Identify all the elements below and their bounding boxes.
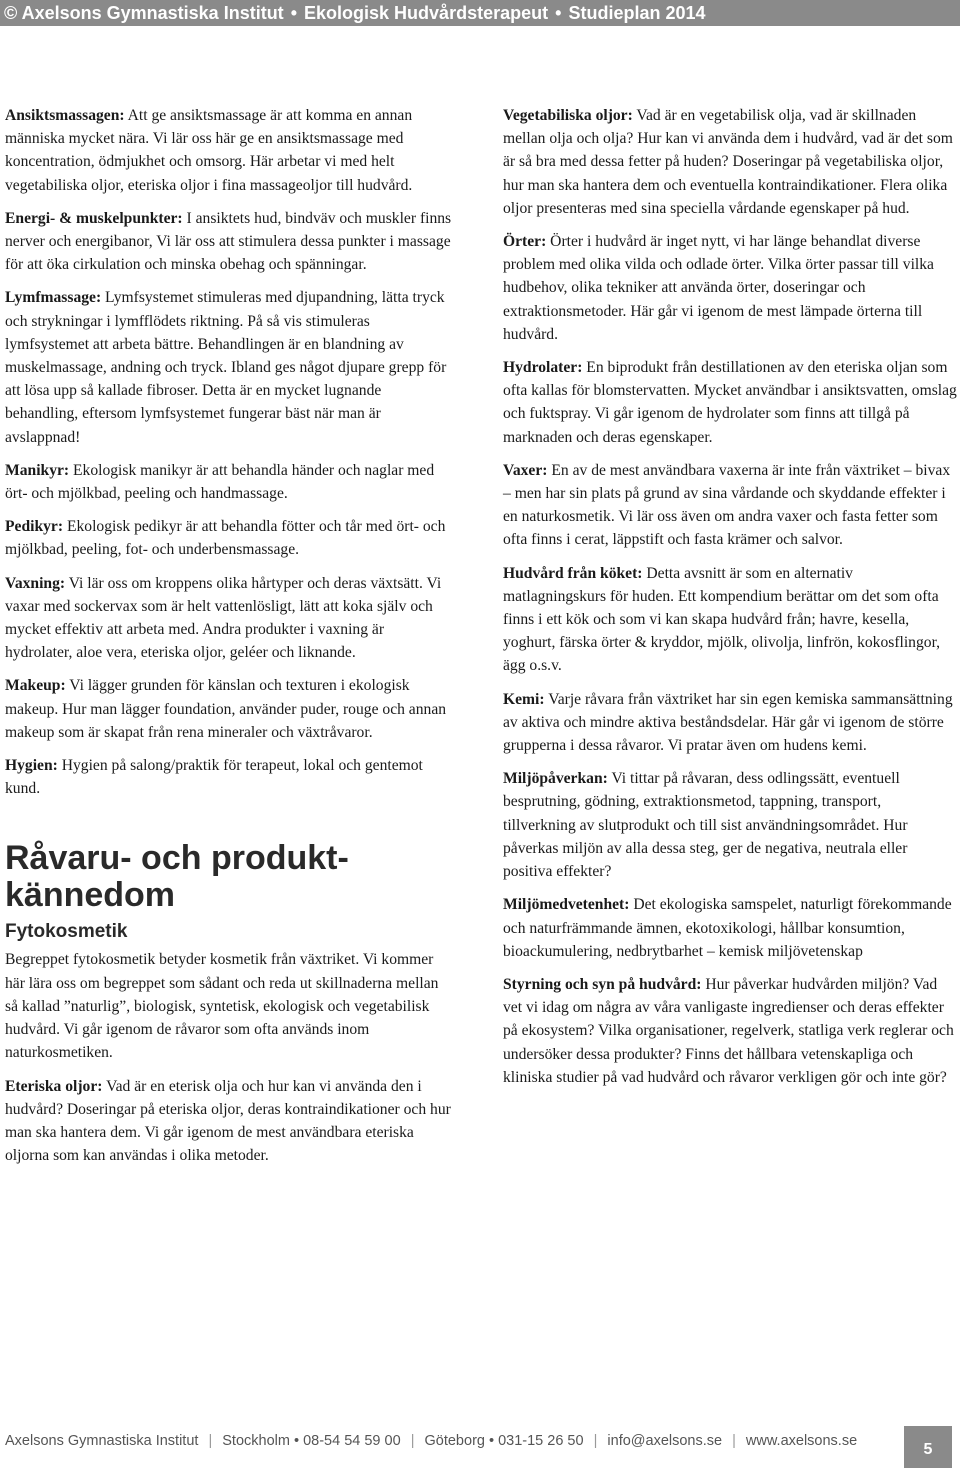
paragraph-label: Örter: bbox=[503, 233, 547, 251]
paragraph-label: Kemi: bbox=[503, 690, 545, 708]
paragraph-text: Lymfsystemet stimuleras med djupandning, lätta tryck och strykningar i lymfflödets riktning. På så vis stimuleras lymfsystemet att arbeta bättre. Behandlingen är en blandning av muskelmassage, andning och tryck. Ibland ges något djupare grepp för att lösa upp så kallade fibroser. Detta är en mycket lugnande behandling, eftersom lymfsystemet fungerar bäst när man är avslappnad! bbox=[5, 289, 447, 446]
paragraph-text: En av de mest användbara vaxerna är inte från växtriket – bivax – men har sin plats på grund av sina vårdande och skyddande effekter i en naturkosmetik. Vi lär oss även om andra vaxer och fasta fetter som ofta finns i cerat, läppstift och fasta krämer och salvor. bbox=[503, 461, 951, 549]
paragraph-text: Att ge ansiktsmassage är att komma en annan människa mycket nära. Vi lär oss här ge en ansiktsmassage med koncentration, ödmjukhet och omsorg. Här arbetar vi med helt vegetabiliska oljor, eteriska oljor i fina massageoljor till hudvård. bbox=[5, 107, 413, 194]
text-paragraph bbox=[503, 562, 957, 678]
page-footer bbox=[5, 1433, 857, 1449]
footer-stockholm: Stockholm • 08-54 54 59 00 bbox=[222, 1433, 401, 1449]
paragraph-label: Energi- & muskelpunkter: bbox=[5, 209, 183, 227]
text-paragraph bbox=[5, 1075, 453, 1168]
text-paragraph bbox=[503, 459, 957, 552]
text-paragraph bbox=[503, 356, 957, 449]
paragraph-text: Hygien på salong/praktik för terapeut, lokal och gentemot kund. bbox=[5, 757, 423, 798]
paragraph-text: Vi lär oss om kroppens olika hårtyper och deras växtsätt. Vi vaxar med sockervax som är helt vattenlösligt, lätt att koka själv och mycket effektiv att arbeta med. Andra produkter i vaxning är hydrolater, aloe vera, eteriska oljor, geléer och liknande. bbox=[5, 574, 442, 662]
footer-org: Axelsons Gymnastiska Institut bbox=[5, 1433, 199, 1449]
text-paragraph bbox=[5, 674, 453, 744]
header-plan: Studieplan 2014 bbox=[568, 3, 706, 23]
paragraph-label: Vaxer: bbox=[503, 461, 548, 479]
paragraph-label: Miljömedvetenhet: bbox=[503, 896, 630, 914]
footer-goteborg: Göteborg • 031-15 26 50 bbox=[424, 1433, 584, 1449]
paragraph-text: Detta avsnitt är som en alternativ matlagningskurs för huden. Ett kompendium berättar om det som ofta finns i ett kök och som vi kan skapa hudvård från; havre, kesella, yoghurt, färska örter & kryddor, mjölk, olivolja, linfrön, kokosflingor, ägg o.s.v. bbox=[503, 564, 941, 675]
footer-website-link[interactable]: www.axelsons.se bbox=[745, 1433, 858, 1449]
header-org: © Axelsons Gymnastiska Institut bbox=[4, 3, 284, 23]
text-paragraph bbox=[5, 207, 453, 277]
paragraph-label: Vegetabiliska oljor: bbox=[503, 107, 633, 124]
text-paragraph bbox=[503, 688, 957, 758]
header-separator: • bbox=[290, 3, 298, 23]
footer-separator: | bbox=[208, 1433, 213, 1449]
text-paragraph bbox=[503, 230, 957, 346]
section-subheading: Fytokosmetik bbox=[5, 921, 128, 943]
paragraph-label: Hydrolater: bbox=[503, 359, 583, 377]
page-header bbox=[0, 0, 960, 26]
paragraph-text: En biprodukt från destillationen av den eteriska oljan som ofta kallas för blomstervatten. Mycket användbar i ansiktsvatten, omslag och fuktspray. Vi går igenom de hydrolater som finns att tillgå på marknaden och deras egenskaper. bbox=[503, 359, 957, 446]
footer-email-link[interactable]: info@axelsons.se bbox=[607, 1433, 723, 1449]
paragraph-label: Makeup: bbox=[5, 677, 66, 695]
paragraph-text: Vad är en vegetabilisk olja, vad är skillnaden mellan olja och olja? Hur kan vi använda dem i hudvård, vad är det som är så bra med dessa fetter på huden? Doseringar på vegetabiliska oljor, hur man ska hantera dem och eventuella kontraindikationer. Flera olika oljor presenteras med sina speciella vårdande egenskaper på hud. bbox=[503, 107, 953, 217]
header-separator: • bbox=[555, 3, 562, 23]
paragraph-text: Det ekologiska samspelet, naturligt förekommande och naturfrämmande ämnen, ekotoxikologi, hållbar konsumtion, bioackumulering, nedbrytbarhet – kemisk miljövetenskap bbox=[503, 896, 952, 960]
paragraph-text: Varje råvara från växtriket har sin egen kemiska sammansättning av aktiva och mindre aktiva beståndsdelar. Här går vi igenom de större grupperna i dessa råvaror. Vi pratar även om hudens kemi. bbox=[503, 690, 953, 755]
paragraph-label: Manikyr: bbox=[5, 461, 70, 479]
page-number: 5 bbox=[904, 1426, 952, 1468]
paragraph-label: Vaxning: bbox=[5, 574, 66, 592]
paragraph-text: Örter i hudvård är inget nytt, vi har länge behandlat diverse problem med olika vilda och odlade örter. Vilka örter passar till vilka hudbehov, olika tekniker att använda örter, doseringar och extraktionsmetoder. Här går vi igenom de mest lämpade örterna till hudvård. bbox=[503, 233, 934, 343]
paragraph-label: Styrning och syn på hudvård: bbox=[503, 975, 702, 993]
footer-separator: | bbox=[732, 1433, 736, 1449]
paragraph-text: Vi tittar på råvaran, dess odlingssätt, eventuell besprutning, gödning, extraktionsmetod, tappning, transport, tillverkning av slutprodukt och till sist användningsområdet. Hur påverkas miljön av alla dessa steg, ger de negativa, neutrala eller positiva effekter? bbox=[503, 770, 908, 881]
paragraph-text: I ansiktets hud, bindväv och muskler finns nerver och energibanor, Vi lär oss att stimulera dessa punkter i massage för att öka cirkulation och minska obehag och spänningar. bbox=[5, 209, 452, 274]
paragraph-label: Lymfmassage: bbox=[5, 289, 102, 307]
paragraph-text: Ekologisk pedikyr är att behandla fötter och tår med ört- och mjölkbad, peeling, fot- och underbensmassage. bbox=[5, 518, 446, 559]
paragraph-label: Eteriska oljor: bbox=[5, 1077, 103, 1095]
text-paragraph bbox=[5, 754, 453, 800]
paragraph-label: Pedikyr: bbox=[5, 518, 64, 536]
paragraph-text: Hur påverkar hudvården miljön? Vad vet vi idag om några av våra vanligaste ingredienser och deras effekter på ekosystem? Vilka organisationer, regelverk, statliga verk reglerar och undersöker dessa produkter? Finns det hållbara vetenskapliga och kliniska studier på vad hudvård och råvaror verkligen gör och inte gör? bbox=[503, 975, 954, 1086]
text-paragraph bbox=[5, 459, 453, 505]
right-column bbox=[503, 104, 957, 1099]
footer-separator: | bbox=[410, 1433, 415, 1449]
text-paragraph bbox=[5, 286, 453, 448]
paragraph-text: Vad är en eterisk olja och hur kan vi använda den i hudvård? Doseringar på eteriska oljor, deras kontraindikationer och hur man ska hantera dem. Vi går igenom de mest användbara eteriska oljorna som kan användas i olika metoder. bbox=[5, 1077, 451, 1165]
text-paragraph bbox=[5, 948, 453, 1064]
paragraph-text: Begreppet fytokosmetik betyder kosmetik från växtriket. Vi kommer här lära oss om begreppet som sådant och reda ut skillnaderna mellan så kallad ”naturlig”, biologisk, syntetisk, ekologisk och vegetabilisk hudvård. Vi går igenom de råvaror som ofta används inom naturkosmetiken. bbox=[5, 951, 439, 1062]
paragraph-label: Hygien: bbox=[5, 757, 58, 775]
text-paragraph bbox=[5, 515, 453, 561]
section-heading: Råvaru- och produkt- kännedom bbox=[5, 839, 349, 915]
paragraph-text: Vi lägger grunden för känslan och texturen i ekologisk makeup. Hur man lägger foundation, använder puder, rouge och annan makeup som är skapat från rena mineraler och växtråvaror. bbox=[5, 677, 447, 741]
paragraph-label: Ansiktsmassagen: bbox=[5, 107, 125, 124]
paragraph-label: Miljöpåverkan: bbox=[503, 770, 608, 788]
paragraph-text: Ekologisk manikyr är att behandla händer och naglar med ört- och mjölkbad, peeling och handmassage. bbox=[5, 461, 435, 503]
text-paragraph bbox=[503, 973, 957, 1089]
header-program: Ekologisk Hudvårdsterapeut bbox=[304, 3, 549, 23]
text-paragraph bbox=[503, 893, 957, 963]
footer-separator: | bbox=[593, 1433, 598, 1449]
text-paragraph bbox=[5, 104, 453, 197]
text-paragraph bbox=[503, 104, 957, 220]
text-paragraph bbox=[503, 767, 957, 883]
paragraph-label: Hudvård från köket: bbox=[503, 564, 643, 582]
text-paragraph bbox=[5, 572, 453, 665]
left-column bbox=[5, 104, 453, 1177]
